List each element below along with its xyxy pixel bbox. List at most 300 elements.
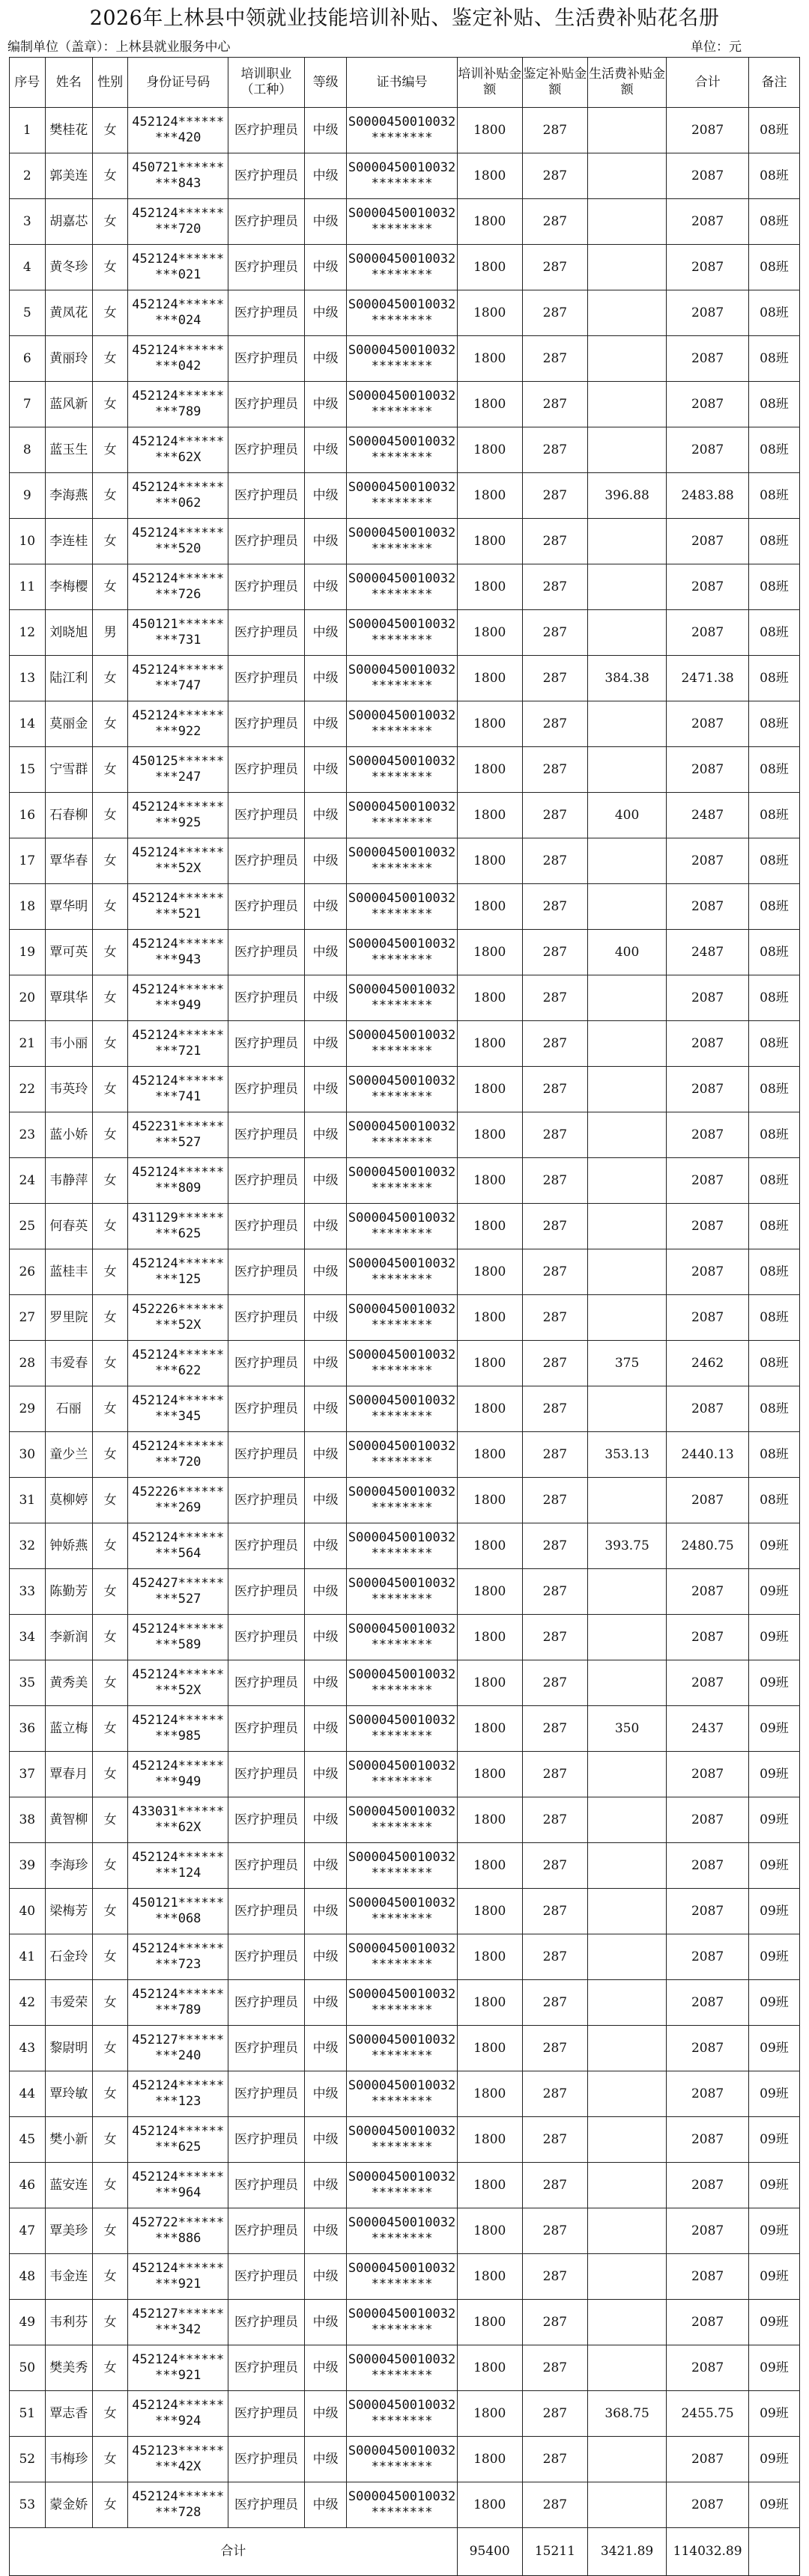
table-row — [10, 2391, 800, 2437]
cell-total: 2483.88 — [667, 473, 749, 519]
cell-name: 郭美连 — [45, 153, 92, 199]
cell-name: 莫丽金 — [45, 701, 92, 747]
cell-training-subsidy: 1800 — [457, 1523, 522, 1569]
cell-occupation: 医疗护理员 — [228, 838, 305, 884]
cell-living-subsidy — [587, 2300, 666, 2345]
cell-gender: 女 — [92, 1523, 128, 1569]
cell-occupation: 医疗护理员 — [228, 1158, 305, 1204]
footer-appraisal-total: 15211 — [522, 2528, 587, 2576]
cell-occupation: 医疗护理员 — [228, 1295, 305, 1341]
cell-total: 2087 — [667, 1660, 749, 1706]
cell-total: 2087 — [667, 1204, 749, 1249]
cell-name: 黄智柳 — [45, 1797, 92, 1843]
cell-training-subsidy: 1800 — [457, 1615, 522, 1660]
cell-living-subsidy — [587, 519, 666, 564]
cell-index: 49 — [10, 2300, 46, 2345]
cell-certificate: S0000450010032******** — [347, 1980, 457, 2026]
cell-certificate: S0000450010032******** — [347, 1752, 457, 1797]
cell-remark: 08班 — [749, 884, 800, 930]
cell-remark: 08班 — [749, 1249, 800, 1295]
cell-id-number: 450121*********731 — [128, 610, 228, 656]
cell-training-subsidy: 1800 — [457, 1706, 522, 1752]
cell-total: 2087 — [667, 1752, 749, 1797]
cell-training-subsidy: 1800 — [457, 2437, 522, 2482]
cell-occupation: 医疗护理员 — [228, 382, 305, 427]
cell-id-number: 452124*********125 — [128, 1249, 228, 1295]
cell-total: 2437 — [667, 1706, 749, 1752]
cell-training-subsidy: 1800 — [457, 108, 522, 153]
cell-index: 47 — [10, 2208, 46, 2254]
cell-training-subsidy: 1800 — [457, 1386, 522, 1432]
cell-level: 中级 — [304, 1843, 347, 1889]
cell-id-number: 450721*********843 — [128, 153, 228, 199]
cell-living-subsidy — [587, 427, 666, 473]
cell-certificate: S0000450010032******** — [347, 1341, 457, 1386]
cell-occupation: 医疗护理员 — [228, 2345, 305, 2391]
footer-living-total: 3421.89 — [587, 2528, 666, 2576]
cell-gender: 女 — [92, 2345, 128, 2391]
cell-id-number: 452124*********124 — [128, 1843, 228, 1889]
cell-id-number: 452124*********564 — [128, 1523, 228, 1569]
cell-remark: 08班 — [749, 1478, 800, 1523]
cell-certificate: S0000450010032******** — [347, 1706, 457, 1752]
cell-total: 2471.38 — [667, 656, 749, 701]
table-row — [10, 1615, 800, 1660]
cell-total: 2087 — [667, 2254, 749, 2300]
table-row — [10, 199, 800, 245]
cell-living-subsidy: 368.75 — [587, 2391, 666, 2437]
header-name: 姓名 — [45, 58, 92, 108]
cell-certificate: S0000450010032******** — [347, 2254, 457, 2300]
cell-appraisal-subsidy: 287 — [522, 1295, 587, 1341]
cell-index: 16 — [10, 793, 46, 838]
table-row — [10, 1341, 800, 1386]
cell-certificate: S0000450010032******** — [347, 382, 457, 427]
header-certificate: 证书编号 — [347, 58, 457, 108]
cell-occupation: 医疗护理员 — [228, 1797, 305, 1843]
cell-name: 韦爱荣 — [45, 1980, 92, 2026]
cell-gender: 女 — [92, 1752, 128, 1797]
cell-remark: 09班 — [749, 1752, 800, 1797]
cell-level: 中级 — [304, 153, 347, 199]
cell-appraisal-subsidy: 287 — [522, 2208, 587, 2254]
cell-id-number: 452124*********789 — [128, 382, 228, 427]
cell-remark: 09班 — [749, 2163, 800, 2208]
cell-index: 19 — [10, 930, 46, 975]
table-row — [10, 108, 800, 153]
table-row — [10, 1432, 800, 1478]
cell-training-subsidy: 1800 — [457, 564, 522, 610]
cell-occupation: 医疗护理员 — [228, 2117, 305, 2163]
cell-appraisal-subsidy: 287 — [522, 1067, 587, 1112]
cell-total: 2087 — [667, 1249, 749, 1295]
cell-certificate: S0000450010032******** — [347, 610, 457, 656]
cell-certificate: S0000450010032******** — [347, 1889, 457, 1934]
cell-appraisal-subsidy: 287 — [522, 2071, 587, 2117]
cell-training-subsidy: 1800 — [457, 884, 522, 930]
cell-level: 中级 — [304, 1341, 347, 1386]
cell-certificate: S0000450010032******** — [347, 2482, 457, 2528]
header-living-subsidy: 生活费补贴金额 — [587, 58, 666, 108]
cell-training-subsidy: 1800 — [457, 2345, 522, 2391]
table-row — [10, 1158, 800, 1204]
cell-training-subsidy: 1800 — [457, 2254, 522, 2300]
cell-gender: 女 — [92, 793, 128, 838]
cell-appraisal-subsidy: 287 — [522, 1569, 587, 1615]
table-row — [10, 1797, 800, 1843]
cell-remark: 08班 — [749, 382, 800, 427]
cell-living-subsidy — [587, 2117, 666, 2163]
table-row — [10, 793, 800, 838]
cell-index: 7 — [10, 382, 46, 427]
table-row — [10, 747, 800, 793]
cell-living-subsidy: 400 — [587, 793, 666, 838]
cell-living-subsidy — [587, 747, 666, 793]
cell-remark: 08班 — [749, 519, 800, 564]
cell-name: 黄秀美 — [45, 1660, 92, 1706]
cell-level: 中级 — [304, 2163, 347, 2208]
cell-id-number: 452124*********809 — [128, 1158, 228, 1204]
cell-index: 33 — [10, 1569, 46, 1615]
cell-level: 中级 — [304, 427, 347, 473]
cell-gender: 女 — [92, 1204, 128, 1249]
cell-level: 中级 — [304, 975, 347, 1021]
cell-remark: 08班 — [749, 930, 800, 975]
cell-gender: 女 — [92, 1980, 128, 2026]
cell-occupation: 医疗护理员 — [228, 2254, 305, 2300]
cell-appraisal-subsidy: 287 — [522, 930, 587, 975]
cell-name: 蓝桂丰 — [45, 1249, 92, 1295]
cell-remark: 09班 — [749, 2391, 800, 2437]
cell-name: 黎尉明 — [45, 2026, 92, 2071]
cell-living-subsidy — [587, 1843, 666, 1889]
cell-level: 中级 — [304, 747, 347, 793]
cell-total: 2455.75 — [667, 2391, 749, 2437]
cell-occupation: 医疗护理员 — [228, 975, 305, 1021]
cell-certificate: S0000450010032******** — [347, 975, 457, 1021]
cell-level: 中级 — [304, 1158, 347, 1204]
cell-occupation: 医疗护理员 — [228, 2437, 305, 2482]
cell-total: 2087 — [667, 2437, 749, 2482]
cell-appraisal-subsidy: 287 — [522, 1341, 587, 1386]
table-row — [10, 1934, 800, 1980]
table-row — [10, 2437, 800, 2482]
cell-total: 2087 — [667, 884, 749, 930]
table-row — [10, 1523, 800, 1569]
cell-name: 童少兰 — [45, 1432, 92, 1478]
cell-training-subsidy: 1800 — [457, 382, 522, 427]
cell-training-subsidy: 1800 — [457, 2117, 522, 2163]
cell-id-number: 452124*********921 — [128, 2345, 228, 2391]
cell-remark: 08班 — [749, 747, 800, 793]
cell-appraisal-subsidy: 287 — [522, 2391, 587, 2437]
cell-name: 梁梅芳 — [45, 1889, 92, 1934]
cell-occupation: 医疗护理员 — [228, 1432, 305, 1478]
cell-level: 中级 — [304, 793, 347, 838]
cell-id-number: 431129*********625 — [128, 1204, 228, 1249]
cell-certificate: S0000450010032******** — [347, 290, 457, 336]
cell-certificate: S0000450010032******** — [347, 1797, 457, 1843]
cell-living-subsidy — [587, 2345, 666, 2391]
table-row — [10, 1295, 800, 1341]
cell-total: 2087 — [667, 1295, 749, 1341]
cell-total: 2087 — [667, 1569, 749, 1615]
table-row — [10, 656, 800, 701]
cell-living-subsidy — [587, 199, 666, 245]
table-row — [10, 610, 800, 656]
cell-id-number: 452124*********52X — [128, 838, 228, 884]
table-row — [10, 564, 800, 610]
table-row — [10, 1478, 800, 1523]
cell-index: 30 — [10, 1432, 46, 1478]
cell-index: 50 — [10, 2345, 46, 2391]
org-label: 编制单位（盖章）：上林县就业服务中心 — [7, 40, 231, 55]
cell-certificate: S0000450010032******** — [347, 427, 457, 473]
cell-gender: 女 — [92, 153, 128, 199]
cell-gender: 女 — [92, 2163, 128, 2208]
cell-appraisal-subsidy: 287 — [522, 1615, 587, 1660]
cell-occupation: 医疗护理员 — [228, 2163, 305, 2208]
header-info-line — [0, 37, 809, 57]
cell-name: 黄冬珍 — [45, 245, 92, 290]
cell-index: 18 — [10, 884, 46, 930]
cell-appraisal-subsidy: 287 — [522, 1843, 587, 1889]
cell-name: 樊桂花 — [45, 108, 92, 153]
cell-living-subsidy — [587, 1386, 666, 1432]
cell-id-number: 452231*********527 — [128, 1112, 228, 1158]
cell-name: 李连桂 — [45, 519, 92, 564]
cell-training-subsidy: 1800 — [457, 1249, 522, 1295]
footer-grand-total: 114032.89 — [667, 2528, 749, 2576]
cell-occupation: 医疗护理员 — [228, 1067, 305, 1112]
cell-id-number: 452124*********625 — [128, 2117, 228, 2163]
cell-name: 李梅樱 — [45, 564, 92, 610]
cell-appraisal-subsidy: 287 — [522, 245, 587, 290]
cell-id-number: 452124*********789 — [128, 1980, 228, 2026]
cell-id-number: 452427*********527 — [128, 1569, 228, 1615]
table-row — [10, 1660, 800, 1706]
cell-certificate: S0000450010032******** — [347, 1615, 457, 1660]
cell-index: 21 — [10, 1021, 46, 1067]
cell-level: 中级 — [304, 564, 347, 610]
cell-occupation: 医疗护理员 — [228, 2391, 305, 2437]
cell-certificate: S0000450010032******** — [347, 656, 457, 701]
cell-name: 韦梅珍 — [45, 2437, 92, 2482]
cell-id-number: 452124*********345 — [128, 1386, 228, 1432]
cell-id-number: 452124*********728 — [128, 2482, 228, 2528]
cell-appraisal-subsidy: 287 — [522, 519, 587, 564]
cell-total: 2087 — [667, 153, 749, 199]
cell-name: 覃美珍 — [45, 2208, 92, 2254]
cell-total: 2087 — [667, 2117, 749, 2163]
cell-training-subsidy: 1800 — [457, 1112, 522, 1158]
cell-living-subsidy — [587, 245, 666, 290]
cell-name: 钟娇燕 — [45, 1523, 92, 1569]
table-row — [10, 336, 800, 382]
cell-gender: 男 — [92, 610, 128, 656]
cell-index: 36 — [10, 1706, 46, 1752]
header-level: 等级 — [304, 58, 347, 108]
cell-level: 中级 — [304, 290, 347, 336]
table-row — [10, 2117, 800, 2163]
cell-remark: 08班 — [749, 153, 800, 199]
cell-id-number: 452124*********62X — [128, 427, 228, 473]
cell-training-subsidy: 1800 — [457, 793, 522, 838]
cell-name: 覃华春 — [45, 838, 92, 884]
cell-total: 2087 — [667, 108, 749, 153]
cell-index: 29 — [10, 1386, 46, 1432]
cell-occupation: 医疗护理员 — [228, 1021, 305, 1067]
cell-name: 黄丽玲 — [45, 336, 92, 382]
cell-certificate: S0000450010032******** — [347, 2391, 457, 2437]
table-row — [10, 2208, 800, 2254]
cell-living-subsidy — [587, 2437, 666, 2482]
cell-level: 中级 — [304, 336, 347, 382]
cell-total: 2462 — [667, 1341, 749, 1386]
cell-id-number: 452124*********720 — [128, 1432, 228, 1478]
footer-label: 合计 — [10, 2528, 458, 2576]
cell-name: 石丽 — [45, 1386, 92, 1432]
cell-occupation: 医疗护理员 — [228, 473, 305, 519]
cell-remark: 08班 — [749, 793, 800, 838]
cell-occupation: 医疗护理员 — [228, 108, 305, 153]
cell-id-number: 452124*********062 — [128, 473, 228, 519]
cell-training-subsidy: 1800 — [457, 1478, 522, 1523]
cell-remark: 08班 — [749, 1067, 800, 1112]
cell-living-subsidy — [587, 1752, 666, 1797]
cell-total: 2087 — [667, 199, 749, 245]
cell-training-subsidy: 1800 — [457, 2163, 522, 2208]
header-total: 合计 — [667, 58, 749, 108]
cell-index: 3 — [10, 199, 46, 245]
table-row — [10, 2254, 800, 2300]
cell-name: 刘晓旭 — [45, 610, 92, 656]
cell-total: 2087 — [667, 564, 749, 610]
cell-remark: 08班 — [749, 1158, 800, 1204]
cell-level: 中级 — [304, 1889, 347, 1934]
cell-training-subsidy: 1800 — [457, 290, 522, 336]
cell-gender: 女 — [92, 1249, 128, 1295]
cell-living-subsidy — [587, 975, 666, 1021]
cell-appraisal-subsidy: 287 — [522, 701, 587, 747]
cell-certificate: S0000450010032******** — [347, 1158, 457, 1204]
cell-gender: 女 — [92, 199, 128, 245]
table-row — [10, 245, 800, 290]
cell-level: 中级 — [304, 2345, 347, 2391]
cell-appraisal-subsidy: 287 — [522, 1478, 587, 1523]
cell-total: 2087 — [667, 1067, 749, 1112]
cell-appraisal-subsidy: 287 — [522, 1523, 587, 1569]
cell-id-number: 452124*********589 — [128, 1615, 228, 1660]
cell-appraisal-subsidy: 287 — [522, 975, 587, 1021]
cell-total: 2087 — [667, 1934, 749, 1980]
cell-training-subsidy: 1800 — [457, 153, 522, 199]
cell-gender: 女 — [92, 930, 128, 975]
cell-total: 2087 — [667, 838, 749, 884]
cell-name: 覃华明 — [45, 884, 92, 930]
cell-living-subsidy — [587, 336, 666, 382]
cell-name: 李海珍 — [45, 1843, 92, 1889]
cell-gender: 女 — [92, 2071, 128, 2117]
cell-living-subsidy — [587, 2026, 666, 2071]
cell-living-subsidy — [587, 2208, 666, 2254]
cell-remark: 09班 — [749, 1569, 800, 1615]
cell-gender: 女 — [92, 1660, 128, 1706]
cell-id-number: 452123*********42X — [128, 2437, 228, 2482]
cell-name: 韦金连 — [45, 2254, 92, 2300]
cell-appraisal-subsidy: 287 — [522, 838, 587, 884]
cell-occupation: 医疗护理员 — [228, 1752, 305, 1797]
cell-gender: 女 — [92, 290, 128, 336]
cell-remark: 08班 — [749, 290, 800, 336]
cell-training-subsidy: 1800 — [457, 1934, 522, 1980]
cell-occupation: 医疗护理员 — [228, 1569, 305, 1615]
cell-index: 13 — [10, 656, 46, 701]
cell-certificate: S0000450010032******** — [347, 2208, 457, 2254]
cell-remark: 08班 — [749, 656, 800, 701]
cell-training-subsidy: 1800 — [457, 1204, 522, 1249]
cell-index: 35 — [10, 1660, 46, 1706]
cell-living-subsidy — [587, 1067, 666, 1112]
cell-index: 14 — [10, 701, 46, 747]
table-row — [10, 1569, 800, 1615]
cell-total: 2087 — [667, 1797, 749, 1843]
cell-occupation: 医疗护理员 — [228, 930, 305, 975]
cell-gender: 女 — [92, 1615, 128, 1660]
cell-level: 中级 — [304, 1067, 347, 1112]
cell-remark: 08班 — [749, 610, 800, 656]
cell-certificate: S0000450010032******** — [347, 1112, 457, 1158]
cell-remark: 08班 — [749, 1112, 800, 1158]
cell-appraisal-subsidy: 287 — [522, 199, 587, 245]
cell-name: 韦小丽 — [45, 1021, 92, 1067]
cell-occupation: 医疗护理员 — [228, 199, 305, 245]
cell-remark: 09班 — [749, 2300, 800, 2345]
cell-training-subsidy: 1800 — [457, 1797, 522, 1843]
cell-total: 2087 — [667, 1980, 749, 2026]
cell-remark: 09班 — [749, 1843, 800, 1889]
cell-id-number: 433031*********62X — [128, 1797, 228, 1843]
cell-total: 2087 — [667, 2163, 749, 2208]
cell-occupation: 医疗护理员 — [228, 1889, 305, 1934]
cell-certificate: S0000450010032******** — [347, 336, 457, 382]
cell-occupation: 医疗护理员 — [228, 2482, 305, 2528]
table-row — [10, 1752, 800, 1797]
cell-level: 中级 — [304, 519, 347, 564]
cell-living-subsidy: 350 — [587, 1706, 666, 1752]
cell-index: 31 — [10, 1478, 46, 1523]
cell-remark: 09班 — [749, 1660, 800, 1706]
cell-appraisal-subsidy: 287 — [522, 1158, 587, 1204]
cell-name: 蓝玉生 — [45, 427, 92, 473]
cell-appraisal-subsidy: 287 — [522, 290, 587, 336]
cell-total: 2087 — [667, 1843, 749, 1889]
cell-living-subsidy — [587, 2482, 666, 2528]
table-row — [10, 1706, 800, 1752]
cell-living-subsidy — [587, 884, 666, 930]
cell-living-subsidy — [587, 2071, 666, 2117]
cell-total: 2087 — [667, 2482, 749, 2528]
cell-total: 2087 — [667, 245, 749, 290]
cell-index: 6 — [10, 336, 46, 382]
cell-training-subsidy: 1800 — [457, 1843, 522, 1889]
cell-name: 樊美秀 — [45, 2345, 92, 2391]
cell-remark: 08班 — [749, 108, 800, 153]
cell-appraisal-subsidy: 287 — [522, 610, 587, 656]
cell-appraisal-subsidy: 287 — [522, 2254, 587, 2300]
table-row — [10, 2345, 800, 2391]
cell-name: 蒙金娇 — [45, 2482, 92, 2528]
